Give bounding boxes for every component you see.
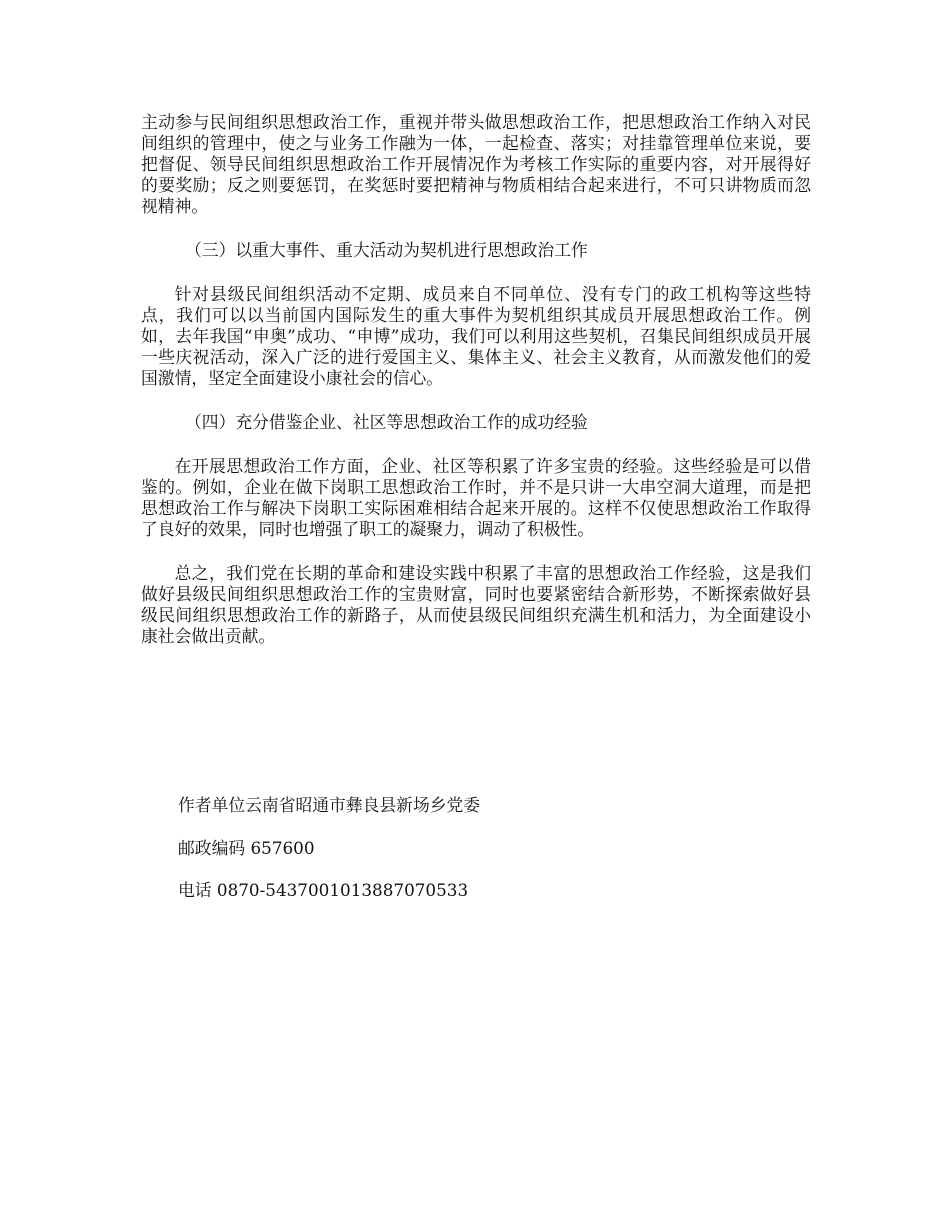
author-unit: 作者单位云南省昭通市彝良县新场乡党委	[178, 795, 481, 815]
section-heading-4: （四）充分借鉴企业、社区等思想政治工作的成功经验	[185, 412, 588, 432]
paragraph-section-4: 在开展思想政治工作方面，企业、社区等积累了许多宝贵的经验。这些经验是可以借鉴的。例如，企业在做下岗职工思想政治工作时，并不是只讲一大串空洞大道理，而是把思想政治工作与解决下岗职工实际困难相结合起来开展的。这样不仅使思想政治工作取得了良好的效果，同时也增强了职工的凝聚力，调动了积极性。	[141, 456, 811, 539]
document-body	[141, 112, 811, 647]
section-heading-3: （三）以重大事件、重大活动为契机进行思想政治工作	[185, 240, 588, 260]
author-postcode: 邮政编码 657600	[178, 838, 315, 858]
paragraph-conclusion: 总之，我们党在长期的革命和建设实践中积累了丰富的思想政治工作经验，这是我们做好县级民间组织思想政治工作的宝贵财富，同时也要紧密结合新形势，不断探索做好县级民间组织思想政治工作的新路子，从而使县级民间组织充满生机和活力，为全面建设小康社会做出贡献。	[141, 563, 811, 646]
paragraph-section-3: 针对县级民间组织活动不定期、成员来自不同单位、没有专门的政工机构等这些特点，我们可以以当前国内国际发生的重大事件为契机组织其成员开展思想政治工作。例如，去年我国“申奥”成功、“申博”成功，我们可以利用这些契机，召集民间组织成员开展一些庆祝活动，深入广泛的进行爱国主义、集体主义、社会主义教育，从而激发他们的爱国激情，坚定全面建设小康社会的信心。	[141, 284, 811, 388]
paragraph-continued: 主动参与民间组织思想政治工作，重视并带头做思想政治工作，把思想政治工作纳入对民间组织的管理中，使之与业务工作融为一体，一起检查、落实；对挂靠管理单位来说，要把督促、领导民间组织思想政治工作开展情况作为考核工作实际的重要内容，对开展得好的要奖励；反之则要惩罚，在奖惩时要把精神与物质相结合起来进行，不可只讲物质而忽视精神。	[141, 112, 811, 216]
author-phone: 电话 0870-5437001013887070533	[178, 880, 469, 900]
